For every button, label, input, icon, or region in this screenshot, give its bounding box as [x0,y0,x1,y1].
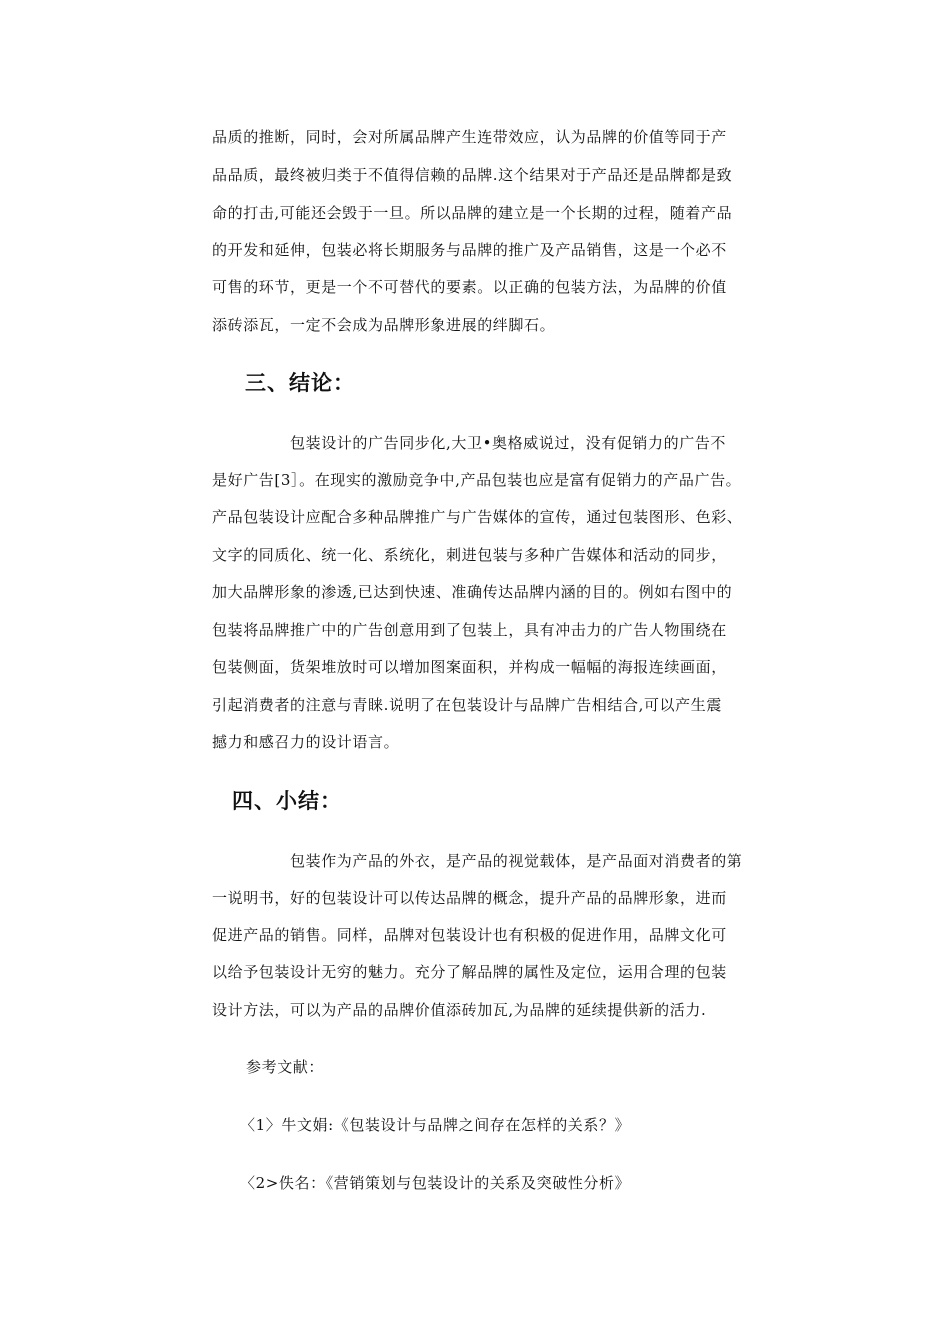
text-line: 包装作为产品的外衣，是产品的视觉载体，是产品面对消费者的第 [290,852,743,870]
text-line: 设计方法，可以为产品的品牌价值添砖加瓦,为品牌的延续提供新的活力. [212,1001,707,1019]
text-line: 可售的环节，更是一个不可替代的要素。以正确的包装方法，为品牌的价值 [212,278,727,296]
text-line: 添砖添瓦，一定不会成为品牌形象进展的绊脚石。 [212,316,556,334]
text-line: 引起消费者的注意与青睐.说明了在包装设计与品牌广告相结合,可以产生震 [212,696,722,714]
text-line: 产品包装设计应配合多种品牌推广与广告媒体的宣传，通过包装图形、色彩、 [212,508,743,526]
text-line: 是好广告[3］。在现实的激励竞争中,产品包装也应是富有促销力的产品广告。 [212,471,742,489]
text-line: 文字的同质化、统一化、系统化，刺进包装与多种广告媒体和活动的同步， [212,546,727,564]
text-line: 撼力和感召力的设计语言。 [212,733,400,751]
reference-item: 〈2>佚名：《营销策划与包装设计的关系及突破性分析》 [240,1174,631,1192]
reference-item: 〈1〉牛文娟:《包装设计与品牌之间存在怎样的关系？》 [240,1116,631,1134]
text-line: 加大品牌形象的渗透,已达到快速、准确传达品牌内涵的目的。例如右图中的 [212,583,733,601]
text-line: 包装将品牌推广中的广告创意用到了包装上，具有冲击力的广告人物围绕在 [212,621,727,639]
text-line: 以给予包装设计无穷的魅力。充分了解品牌的属性及定位，运用合理的包装 [212,963,727,981]
text-line: 包装侧面，货架堆放时可以增加图案面积，并构成一幅幅的海报连续画面， [212,658,727,676]
text-line: 的开发和延伸，包装必将长期服务与品牌的推广及产品销售，这是一个必不 [212,241,727,259]
section-heading: 三、结论： [245,371,355,395]
section-heading: 四、小结： [232,789,342,813]
text-line: 包装设计的广告同步化,大卫•奥格威说过，没有促销力的广告不 [290,434,727,452]
text-line: 品质的推断，同时，会对所属品牌产生连带效应，认为品牌的价值等同于产 [212,128,727,146]
text-line: 促进产品的销售。同样，品牌对包装设计也有积极的促进作用，品牌文化可 [212,926,727,944]
references-label: 参考文献： [246,1058,325,1076]
text-line: 命的打击,可能还会毁于一旦。所以品牌的建立是一个长期的过程，随着产品 [212,204,733,222]
text-line: 品品质，最终被归类于不值得信赖的品牌.这个结果对于产品还是品牌都是致 [212,166,733,184]
text-line: 一说明书，好的包装设计可以传达品牌的概念，提升产品的品牌形象，进而 [212,889,727,907]
